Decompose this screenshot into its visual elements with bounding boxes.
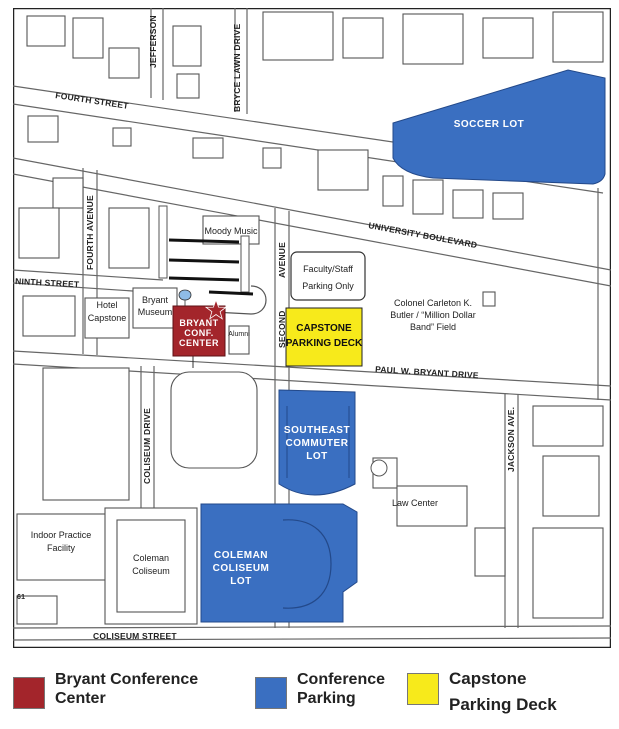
building bbox=[318, 150, 368, 190]
legend-swatch-conference-parking bbox=[255, 677, 287, 709]
bryant-museum-label-2: Museum bbox=[137, 307, 173, 317]
jefferson-label: JEFFERSON bbox=[148, 15, 158, 68]
legend-label-line2: Parking bbox=[297, 690, 356, 707]
building bbox=[27, 16, 65, 46]
legend-label-line1: Capstone bbox=[449, 669, 527, 688]
building bbox=[171, 372, 257, 468]
coliseum-street-label: COLISEUM STREET bbox=[93, 631, 177, 641]
building bbox=[109, 48, 139, 78]
moody-music-label: Moody Music bbox=[204, 226, 258, 236]
coleman-lot-label-2: COLISEUM bbox=[212, 563, 270, 574]
building bbox=[383, 176, 403, 206]
southeast-lot-label-2: COMMUTER bbox=[285, 438, 349, 449]
building bbox=[553, 12, 603, 62]
building bbox=[403, 14, 463, 64]
legend-item-conference-center bbox=[13, 670, 198, 709]
ninth-street-label: NINTH STREET bbox=[14, 276, 80, 290]
legend-item-parking-deck bbox=[407, 666, 557, 718]
building bbox=[263, 12, 333, 60]
building bbox=[475, 528, 505, 576]
second-avenue-label-2: SECOND bbox=[277, 310, 287, 348]
capstone-deck-label-2: PARKING DECK bbox=[285, 338, 363, 349]
building bbox=[19, 208, 59, 258]
capstone-deck-label-1: CAPSTONE bbox=[296, 323, 352, 334]
university-boulevard-label: UNIVERSITY BOULEVARD bbox=[367, 220, 479, 251]
faculty-staff-label-2: Parking Only bbox=[302, 281, 354, 291]
building bbox=[28, 116, 58, 142]
second-avenue-label-1: AVENUE bbox=[277, 242, 287, 278]
coleman-lot-label-1: COLEMAN bbox=[213, 550, 269, 561]
bryant-museum-label-1: Bryant bbox=[141, 295, 169, 305]
jackson-ave-label: JACKSON AVE. bbox=[506, 406, 516, 472]
legend-item-conference-parking bbox=[255, 670, 385, 709]
building bbox=[483, 18, 533, 58]
campus-map bbox=[13, 8, 611, 648]
hotel-label-2: Capstone bbox=[87, 313, 127, 323]
building bbox=[453, 190, 483, 218]
southeast-lot-label-3: LOT bbox=[306, 451, 328, 462]
coleman-coliseum-label-1: Coleman bbox=[132, 553, 170, 563]
map-canvas bbox=[13, 8, 611, 648]
soccer-lot-label: SOCCER LOT bbox=[453, 119, 525, 130]
coliseum-drive-label: COLISEUM DRIVE bbox=[142, 407, 152, 484]
bryant-conf-label-3: CENTER bbox=[178, 338, 220, 348]
map-legend bbox=[0, 664, 619, 729]
alumni-label: Alumni bbox=[228, 331, 250, 338]
butler-field-label-3: Band” Field bbox=[409, 322, 457, 332]
roundabout bbox=[371, 460, 387, 476]
building bbox=[343, 18, 383, 58]
building bbox=[109, 208, 149, 268]
fourth-avenue-label: FOURTH AVENUE bbox=[85, 195, 95, 270]
parking-island bbox=[241, 236, 249, 292]
faculty-staff-parking bbox=[291, 252, 365, 300]
hotel-label-1: Hotel bbox=[96, 300, 118, 310]
legend-label bbox=[55, 670, 198, 708]
parking-island bbox=[159, 206, 167, 278]
building bbox=[413, 180, 443, 214]
building bbox=[483, 292, 495, 306]
building bbox=[53, 178, 83, 208]
building bbox=[23, 296, 75, 336]
legend-swatch-conference-center bbox=[13, 677, 45, 709]
coleman-lot-label-3: LOT bbox=[230, 576, 252, 587]
bryant-conf-label-2: CONF. bbox=[184, 328, 214, 338]
faculty-staff-label-1: Faculty/Staff bbox=[303, 264, 353, 274]
building bbox=[43, 368, 129, 500]
butler-field-label-1: Colonel Carleton K. bbox=[393, 298, 473, 308]
fourth-street-label: FOURTH STREET bbox=[54, 90, 130, 111]
coleman-coliseum-label-2: Coliseum bbox=[132, 566, 170, 576]
building bbox=[113, 128, 131, 146]
building bbox=[533, 406, 603, 446]
butler-field-label-2: Butler / “Million Dollar bbox=[390, 310, 476, 320]
indoor-practice-label-2: Facility bbox=[46, 543, 76, 553]
paul-w-bryant-drive-label: PAUL W. BRYANT DRIVE bbox=[374, 364, 479, 381]
bryce-lawn-drive-label: BRYCE LAWN DRIVE bbox=[232, 23, 242, 112]
building bbox=[543, 456, 599, 516]
building bbox=[533, 528, 603, 618]
building bbox=[177, 74, 199, 98]
law-center-label: Law Center bbox=[391, 498, 439, 508]
route-number-label: 61 bbox=[17, 594, 26, 601]
southeast-lot-label-1: SOUTHEAST bbox=[283, 425, 351, 436]
building bbox=[73, 18, 103, 58]
indoor-practice-label-1: Indoor Practice bbox=[30, 530, 92, 540]
legend-label bbox=[297, 670, 385, 708]
capstone-parking-deck bbox=[286, 308, 362, 366]
building bbox=[493, 193, 523, 219]
bryant-conf-label-1: BRYANT bbox=[179, 318, 219, 328]
legend-label-line2: Parking Deck bbox=[449, 695, 557, 714]
legend-label-line1: Conference bbox=[297, 671, 386, 688]
legend-label-line2: Center bbox=[55, 690, 106, 707]
legend-label bbox=[449, 666, 557, 718]
building bbox=[263, 148, 281, 168]
legend-swatch-parking-deck bbox=[407, 673, 439, 705]
legend-label-line1: Bryant Conference bbox=[55, 671, 199, 688]
building bbox=[193, 138, 223, 158]
building bbox=[173, 26, 201, 66]
